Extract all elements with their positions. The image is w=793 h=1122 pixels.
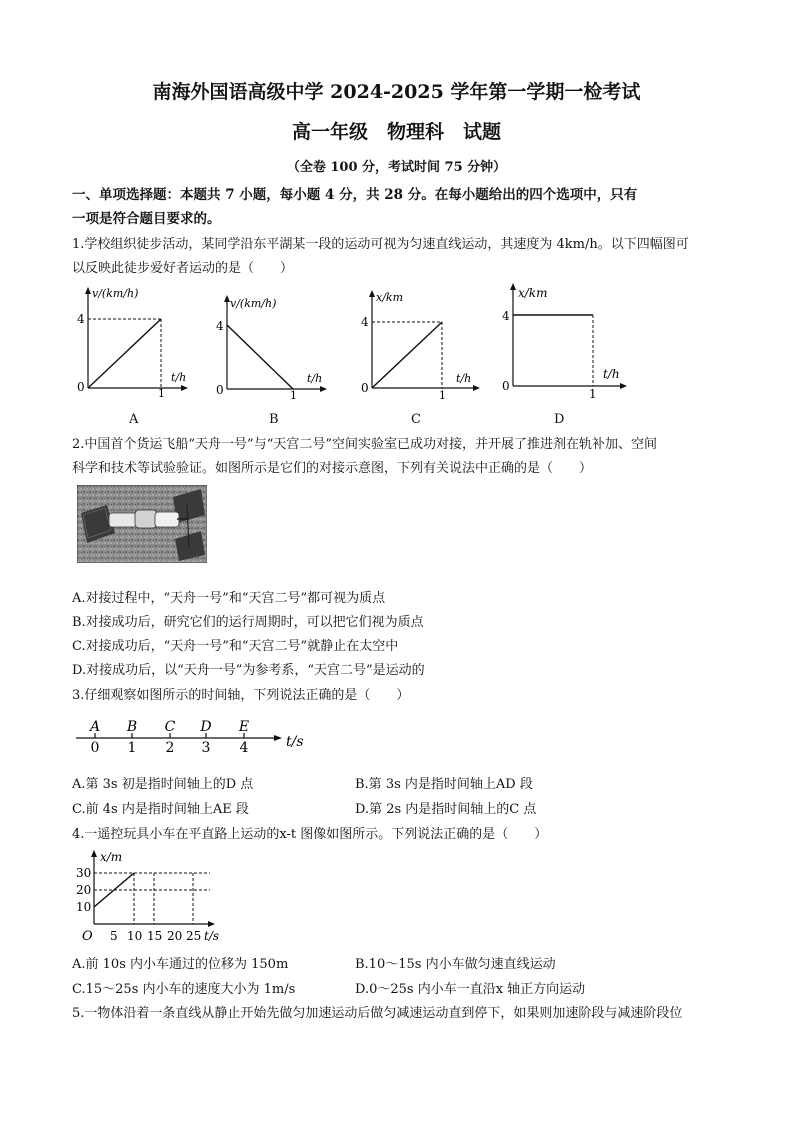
- q2-option-c: C.对接成功后，“天舟一号”和“天宫二号”就静止在太空中: [72, 639, 399, 654]
- q4-option-c: C.15～25s 内小车的速度大小为 1m/s: [72, 982, 296, 997]
- axis-letter-d: D: [200, 719, 212, 735]
- axis-letter-a: A: [89, 719, 101, 735]
- q2-stem-line2: 科学和技术等试验验证。如图所示是它们的对接示意图，下列有关说法中正确的是（ ）: [72, 461, 593, 476]
- section1-heading-line1: 一、单项选择题：本题共 7 小题，每小题 4 分，共 28 分。在每小题给出的四个选项中，只有: [72, 187, 638, 203]
- graph-d-label: D: [554, 412, 565, 427]
- q1-stem-line2: 以反映此徒步爱好者运动的是（ ）: [72, 261, 294, 276]
- axis-number-0: 0: [90, 740, 100, 756]
- axis-number-1: 1: [127, 740, 137, 756]
- graph-d-xtick: 1: [589, 387, 597, 401]
- graph-b-label: B: [269, 412, 279, 427]
- graph-b-xtick: 1: [290, 389, 297, 401]
- q4-option-d: D.0～25s 内小车一直沿x 轴正方向运动: [355, 982, 586, 997]
- graph-a-xlabel: t/h: [171, 371, 187, 384]
- graph-b-ytick: 4: [216, 319, 224, 333]
- q2-option-a: A.对接过程中，“天舟一号”和“天宫二号”都可视为质点: [72, 591, 386, 606]
- q4-xtick-20: 20: [167, 929, 183, 943]
- graph-c-ytick: 4: [361, 315, 369, 329]
- q3-time-axis: [72, 714, 312, 756]
- axis-number-3: 3: [201, 740, 211, 756]
- axis-unit: t/s: [286, 734, 304, 750]
- graph-b-ylabel: v/(km/h): [230, 297, 277, 310]
- graph-a-xtick: 1: [158, 387, 165, 397]
- q4-xt-graph: [72, 848, 222, 946]
- q4-ytick-30: 30: [76, 866, 92, 880]
- q1-graph-d: [499, 281, 631, 403]
- graph-a-ytick: 4: [77, 312, 85, 326]
- graph-a-origin: 0: [77, 380, 85, 394]
- docking-spacecraft-photo: [77, 485, 207, 563]
- q4-xtick-10: 10: [127, 929, 143, 943]
- graph-d-ylabel: x/km: [518, 286, 548, 300]
- q4-xtick-5: 5: [110, 929, 118, 943]
- graph-d-origin: 0: [502, 379, 510, 393]
- exam-note: （全卷 100 分，考试时间 75 分钟）: [286, 160, 507, 175]
- q4-ytick-20: 20: [76, 883, 92, 897]
- graph-c-xtick: 1: [439, 389, 446, 400]
- q3-stem: 3.仔细观察如图所示的时间轴，下列说法正确的是（ ）: [72, 688, 410, 703]
- q2-stem-line1: 2.中国首个货运飞船“天舟一号”与“天宫二号”空间实验室已成功对接，并开展了推进剂在轨补加、空间: [72, 437, 657, 452]
- q3-option-a: A.第 3s 初是指时间轴上的D 点: [72, 777, 254, 792]
- exam-title: 南海外国语高级中学 2024-2025 学年第一学期一检考试: [152, 81, 641, 103]
- q1-graph-c: [356, 288, 484, 400]
- q3-option-d: D.第 2s 内是指时间轴上的C 点: [355, 802, 537, 817]
- graph-b-xlabel: t/h: [307, 372, 323, 385]
- axis-letter-e: E: [238, 719, 250, 735]
- q5-stem-line1: 5.一物体沿着一条直线从静止开始先做匀加速运动后做匀减速运动直到停下，如果则加速阶段与减速阶段位: [72, 1006, 683, 1021]
- graph-c-ylabel: x/km: [376, 291, 404, 304]
- q4-xlabel: t/s: [204, 929, 220, 943]
- graph-b-origin: 0: [216, 383, 224, 397]
- graph-a-label: A: [129, 412, 139, 427]
- q4-origin: O: [82, 929, 93, 944]
- q4-xtick-25: 25: [186, 929, 202, 943]
- exam-subtitle: 高一年级 物理科 试题: [291, 121, 501, 143]
- q3-option-c: C.前 4s 内是指时间轴上AE 段: [72, 802, 249, 817]
- graph-c-origin: 0: [361, 381, 369, 395]
- q2-option-d: D.对接成功后，以“天舟一号”为参考系，“天宫二号”是运动的: [72, 663, 425, 678]
- q4-ytick-10: 10: [76, 900, 92, 914]
- axis-number-4: 4: [239, 740, 249, 756]
- q3-option-b: B.第 3s 内是指时间轴上AD 段: [355, 777, 533, 792]
- q1-stem-line1: 1.学校组织徒步活动，某同学沿东平湖某一段的运动可视为匀速直线运动，其速度为 4km/h。以下四幅图可: [72, 237, 689, 252]
- axis-number-2: 2: [165, 740, 175, 756]
- q4-stem: 4.一遥控玩具小车在平直路上运动的x-t 图像如图所示。下列说法正确的是（ ）: [72, 827, 548, 842]
- q1-graph-b: [213, 293, 331, 401]
- axis-letter-b: B: [126, 719, 138, 735]
- graph-a-ylabel: v/(km/h): [92, 287, 139, 300]
- q4-ylabel: x/m: [100, 850, 123, 864]
- section1-heading-line2: 一项是符合题目要求的。: [72, 211, 221, 227]
- q2-option-b: B.对接成功后，研究它们的运行周期时，可以把它们视为质点: [72, 615, 424, 630]
- q4-option-b: B.10～15s 内小车做匀速直线运动: [355, 957, 556, 972]
- axis-letter-c: C: [164, 719, 176, 735]
- graph-c-xlabel: t/h: [456, 372, 472, 385]
- q1-graph-a: [72, 285, 192, 397]
- graph-d-ytick: 4: [502, 309, 510, 323]
- q4-option-a: A.前 10s 内小车通过的位移为 150m: [72, 957, 289, 972]
- graph-c-label: C: [411, 412, 421, 427]
- graph-d-xlabel: t/h: [603, 367, 620, 381]
- q4-xtick-15: 15: [147, 929, 163, 943]
